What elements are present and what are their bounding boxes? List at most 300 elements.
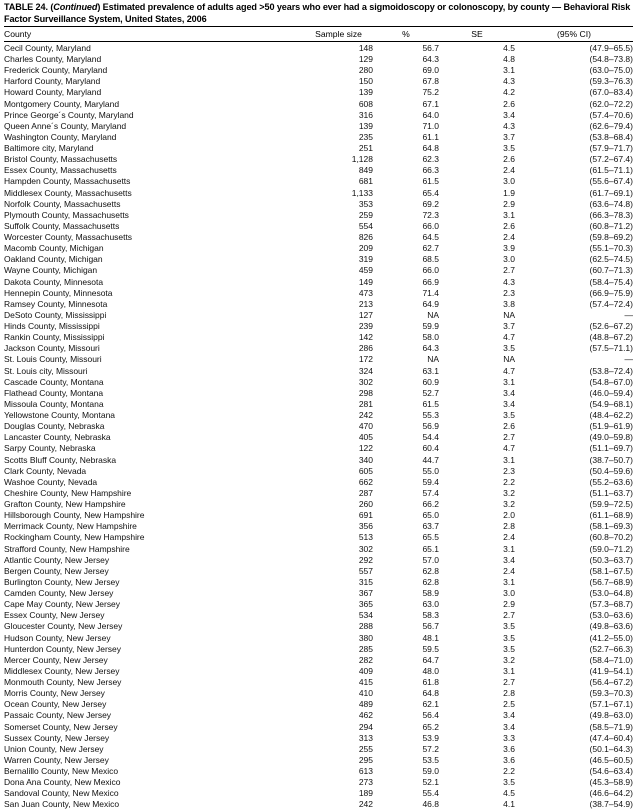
table-row — [4, 354, 633, 365]
cell-ci: (54.8–67.0) — [589, 376, 633, 387]
cell-county: Douglas County, Nebraska — [4, 421, 105, 432]
cell-county: Oakland County, Michigan — [4, 254, 103, 265]
cell-percent: 67.1 — [422, 98, 439, 109]
cell-percent: 61.1 — [422, 131, 439, 142]
cell-county: Lancaster County, Nebraska — [4, 432, 111, 443]
cell-sample-size: 280 — [358, 65, 373, 76]
cell-ci: (58.4–71.0) — [589, 654, 633, 665]
cell-se: 3.5 — [503, 143, 515, 153]
cell-ci: (61.1–68.9) — [589, 510, 633, 521]
table-row — [4, 232, 633, 243]
cell-percent: 62.8 — [422, 565, 439, 576]
cell-se: 3.0 — [503, 588, 515, 598]
cell-sample-size: 213 — [358, 298, 373, 309]
cell-percent: 55.4 — [422, 788, 439, 799]
cell-percent: 66.3 — [422, 165, 439, 176]
cell-se: 3.6 — [503, 743, 515, 754]
cell-ci: (49.0–59.8) — [589, 432, 633, 443]
table-row — [4, 733, 633, 744]
cell-sample-size: 324 — [358, 365, 373, 376]
cell-percent: 53.9 — [422, 732, 439, 743]
cell-sample-size: 189 — [358, 788, 373, 799]
column-header-percent: % — [402, 28, 410, 39]
cell-se: 2.6 — [503, 98, 515, 109]
cell-se: 2.4 — [503, 165, 515, 176]
cell-sample-size: 294 — [358, 721, 373, 732]
cell-county: Monmouth County, New Jersey — [4, 677, 122, 687]
cell-se: 2.6 — [503, 421, 515, 432]
cell-se: 2.4 — [503, 565, 515, 576]
cell-percent: 56.4 — [422, 710, 439, 721]
cell-ci: (58.1–69.3) — [589, 521, 633, 532]
cell-sample-size: 235 — [358, 131, 373, 142]
cell-sample-size: 356 — [358, 521, 373, 532]
cell-ci: (52.7–66.3) — [589, 643, 633, 654]
cell-sample-size: 242 — [358, 799, 373, 810]
cell-se: 4.2 — [503, 87, 515, 98]
cell-county: Hinds County, Mississippi — [4, 321, 100, 331]
column-header-county: County — [4, 28, 32, 39]
cell-county: Harford County, Maryland — [4, 76, 101, 87]
cell-percent: 69.0 — [422, 65, 439, 76]
cell-county: Rankin County, Mississippi — [4, 332, 105, 343]
table-row — [4, 466, 633, 477]
cell-se: 2.7 — [503, 265, 515, 276]
cell-percent: 63.7 — [422, 521, 439, 532]
cell-percent: 59.9 — [422, 321, 439, 331]
table-row — [4, 710, 633, 721]
cell-se: 2.7 — [503, 677, 515, 687]
table-row — [4, 165, 633, 176]
title-continued-italic: Continued — [53, 2, 98, 12]
cell-ci: (58.4–75.4) — [589, 276, 633, 287]
cell-sample-size: 172 — [358, 354, 373, 365]
cell-ci: (66.3–78.3) — [589, 209, 633, 220]
cell-ci: (57.3–68.7) — [589, 599, 633, 610]
cell-ci: (57.2–67.4) — [589, 154, 633, 165]
cell-ci: (54.8–73.8) — [589, 54, 633, 64]
cell-ci: (67.0–83.4) — [589, 87, 633, 98]
cell-sample-size: 605 — [358, 465, 373, 476]
cell-sample-size: 260 — [358, 499, 373, 509]
cell-county: Middlesex County, Massachusetts — [4, 187, 132, 198]
table-row — [4, 265, 633, 276]
cell-county: Scotts Bluff County, Nebraska — [4, 454, 117, 465]
cell-percent: 58.9 — [422, 588, 439, 598]
table-row — [4, 655, 633, 666]
cell-se: 3.4 — [503, 554, 515, 565]
cell-sample-size: 691 — [358, 510, 373, 521]
cell-county: Sussex County, New Jersey — [4, 732, 110, 743]
cell-percent: 62.1 — [422, 699, 439, 710]
cell-percent: 64.9 — [422, 298, 439, 309]
table-row — [4, 410, 633, 421]
cell-sample-size: 534 — [358, 610, 373, 621]
cell-sample-size: 662 — [358, 476, 373, 487]
cell-percent: 52.1 — [422, 777, 439, 788]
cell-ci: (50.1–64.3) — [589, 743, 633, 754]
table-row — [4, 310, 633, 321]
cell-ci: (56.7–68.9) — [589, 576, 633, 587]
cell-county: St. Louis County, Missouri — [4, 354, 102, 365]
cell-percent: 64.3 — [422, 343, 439, 354]
table-row — [4, 143, 633, 154]
cell-percent: 44.7 — [422, 454, 439, 465]
cell-county: Atlantic County, New Jersey — [4, 554, 110, 565]
cell-sample-size: 1,128 — [351, 154, 373, 165]
cell-sample-size: 239 — [358, 321, 373, 331]
cell-percent: 59.5 — [422, 643, 439, 654]
cell-percent: 65.5 — [422, 532, 439, 543]
cell-ci: (53.0–64.8) — [589, 588, 633, 598]
table-row — [4, 599, 633, 610]
cell-sample-size: 251 — [358, 143, 373, 153]
cell-se: 4.3 — [503, 76, 515, 87]
cell-county: Dona Ana County, New Mexico — [4, 777, 121, 788]
cell-se: 3.0 — [503, 254, 515, 265]
cell-sample-size: 367 — [358, 588, 373, 598]
cell-percent: 66.0 — [422, 265, 439, 276]
title-line2: Behavioral Risk Factor Surveillance System, United States, 2006 — [4, 2, 631, 24]
cell-county: Merrimack County, New Hampshire — [4, 521, 137, 532]
cell-sample-size: 148 — [304, 41, 373, 54]
table-row — [4, 566, 633, 577]
cell-sample-size: 142 — [358, 332, 373, 343]
cell-sample-size: 129 — [358, 54, 373, 64]
table-row — [4, 87, 633, 98]
cell-sample-size: 255 — [358, 743, 373, 754]
cell-county: Plymouth County, Massachusetts — [4, 209, 129, 220]
table-row — [4, 254, 633, 265]
cell-percent: 64.3 — [422, 54, 439, 64]
table-row — [4, 154, 633, 165]
table-row — [4, 221, 633, 232]
cell-se: 2.4 — [503, 232, 515, 242]
cell-county: Cecil County, Maryland — [4, 41, 304, 54]
cell-sample-size: 557 — [358, 565, 373, 576]
cell-se: 3.1 — [503, 543, 515, 554]
cell-se: NA — [503, 354, 515, 365]
cell-ci: (57.4–72.4) — [589, 298, 633, 309]
table-row — [4, 110, 633, 121]
cell-se: 3.5 — [503, 343, 515, 354]
cell-ci: (58.1–67.5) — [589, 565, 633, 576]
cell-sample-size: 139 — [358, 120, 373, 131]
cell-ci: (61.5–71.1) — [589, 165, 633, 176]
cell-se: 3.1 — [503, 376, 515, 387]
cell-percent: 68.5 — [422, 254, 439, 265]
cell-percent: 67.8 — [422, 76, 439, 87]
cell-sample-size: 405 — [358, 432, 373, 443]
cell-ci: (62.5–74.5) — [589, 254, 633, 265]
cell-sample-size: 139 — [358, 87, 373, 98]
cell-sample-size: 281 — [358, 398, 373, 409]
cell-county: Middlesex County, New Jersey — [4, 665, 120, 676]
cell-sample-size: 409 — [358, 665, 373, 676]
cell-percent: 65.1 — [422, 543, 439, 554]
column-header-sample-size: Sample size — [315, 28, 362, 39]
cell-county: Union County, New Jersey — [4, 743, 104, 754]
cell-percent: 53.5 — [422, 754, 439, 765]
page-title — [4, 2, 633, 25]
cell-county: Essex County, New Jersey — [4, 610, 105, 621]
cell-county: Grafton County, New Hampshire — [4, 499, 126, 509]
cell-percent: 66.0 — [422, 220, 439, 231]
table-row — [4, 321, 633, 332]
cell-ci: (52.6–67.2) — [589, 321, 633, 331]
cell-sample-size: 681 — [358, 176, 373, 187]
cell-se: 4.5 — [439, 41, 515, 54]
table-row — [4, 766, 633, 777]
cell-se: 2.7 — [503, 432, 515, 443]
cell-sample-size: 459 — [358, 265, 373, 276]
cell-percent: 64.0 — [422, 109, 439, 120]
cell-se: 2.6 — [503, 154, 515, 165]
cell-ci: (51.1–69.7) — [589, 443, 633, 454]
cell-county: Hudson County, New Jersey — [4, 632, 111, 643]
cell-se: 2.4 — [503, 532, 515, 543]
cell-se: 3.1 — [503, 576, 515, 587]
cell-sample-size: 513 — [358, 532, 373, 543]
cell-percent: 71.0 — [422, 120, 439, 131]
table-row — [4, 588, 633, 599]
cell-county: Flathead County, Montana — [4, 387, 104, 398]
cell-county: Baltimore city, Maryland — [4, 143, 94, 153]
cell-se: 2.8 — [503, 688, 515, 699]
cell-percent: 59.4 — [422, 476, 439, 487]
cell-percent: 62.7 — [422, 243, 439, 254]
table-row — [4, 510, 633, 521]
table-row — [4, 477, 633, 488]
cell-percent: 55.0 — [422, 465, 439, 476]
table-row — [4, 421, 633, 432]
cell-county: Queen Anne´s County, Maryland — [4, 120, 127, 131]
table-row — [4, 99, 633, 110]
cell-percent: 64.7 — [422, 654, 439, 665]
cell-se: 3.4 — [503, 109, 515, 120]
cell-percent: NA — [427, 309, 439, 320]
cell-ci: (47.9–65.5) — [515, 41, 633, 54]
cell-sample-size: 242 — [358, 410, 373, 420]
cell-percent: 63.0 — [422, 599, 439, 610]
table-row — [4, 399, 633, 410]
cell-ci: (55.1–70.3) — [589, 243, 633, 254]
column-header-se: SE — [471, 28, 483, 39]
cell-percent: 56.7 — [373, 41, 439, 54]
cell-county: Macomb County, Michigan — [4, 243, 104, 254]
cell-county: Prince George´s County, Maryland — [4, 109, 134, 120]
column-header-ci: (95% CI) — [557, 28, 591, 39]
cell-sample-size: 473 — [358, 287, 373, 298]
cell-county: Washington County, Maryland — [4, 131, 117, 142]
table-header — [4, 27, 633, 41]
cell-percent: 52.7 — [422, 387, 439, 398]
table-row — [4, 699, 633, 710]
cell-county: Yellowstone County, Montana — [4, 410, 115, 420]
table-row — [4, 343, 633, 354]
cell-county: Charles County, Maryland — [4, 54, 102, 64]
cell-se: 2.9 — [503, 599, 515, 610]
cell-county: Camden County, New Jersey — [4, 588, 114, 598]
cell-ci: (51.9–61.9) — [589, 421, 633, 432]
cell-se: 3.5 — [503, 410, 515, 420]
cell-ci: (47.4–60.4) — [589, 732, 633, 743]
cell-sample-size: 285 — [358, 643, 373, 654]
cell-percent: 48.1 — [422, 632, 439, 643]
cell-county: Cascade County, Montana — [4, 376, 104, 387]
cell-county: Ramsey County, Minnesota — [4, 298, 108, 309]
cell-ci: (59.3–70.3) — [589, 688, 633, 699]
table-row — [4, 610, 633, 621]
cell-se: 3.7 — [503, 321, 515, 331]
cell-se: 3.5 — [503, 777, 515, 788]
cell-sample-size: 315 — [358, 576, 373, 587]
table-row — [4, 488, 633, 499]
table-row — [4, 633, 633, 644]
cell-sample-size: 319 — [358, 254, 373, 265]
table-row — [4, 388, 633, 399]
cell-county: Worcester County, Massachusetts — [4, 232, 133, 242]
cell-sample-size: 127 — [358, 309, 373, 320]
cell-percent: 63.1 — [422, 365, 439, 376]
title-prefix: TABLE 24. ( — [4, 2, 54, 12]
cell-se: 3.2 — [503, 654, 515, 665]
table-row — [4, 188, 633, 199]
cell-percent: 69.2 — [422, 198, 439, 209]
cell-percent: 58.3 — [422, 610, 439, 621]
cell-county: Suffolk County, Massachusetts — [4, 220, 120, 231]
cell-sample-size: 415 — [358, 677, 373, 687]
table-row — [4, 788, 633, 799]
cell-county: Bristol County, Massachusetts — [4, 154, 118, 165]
cell-county: Dakota County, Minnesota — [4, 276, 104, 287]
cell-ci: (59.0–71.2) — [589, 543, 633, 554]
cell-county: Washoe County, Nevada — [4, 476, 98, 487]
cell-sample-size: 608 — [358, 98, 373, 109]
cell-sample-size: 302 — [358, 543, 373, 554]
cell-ci: (61.7–69.1) — [589, 187, 633, 198]
cell-ci: (60.7–71.3) — [589, 265, 633, 276]
cell-county: Gloucester County, New Jersey — [4, 621, 123, 632]
cell-ci: (50.3–63.7) — [589, 554, 633, 565]
cell-sample-size: 122 — [358, 443, 373, 454]
table-row — [4, 644, 633, 655]
cell-county: Bernalillo County, New Mexico — [4, 766, 119, 776]
cell-percent: 56.9 — [422, 421, 439, 432]
table-row — [4, 366, 633, 377]
cell-county: Rockingham County, New Hampshire — [4, 532, 145, 543]
table-row — [4, 621, 633, 632]
cell-percent: 61.5 — [422, 398, 439, 409]
cell-percent: 65.0 — [422, 510, 439, 521]
cell-se: 2.8 — [503, 521, 515, 532]
cell-sample-size: 302 — [358, 376, 373, 387]
cell-county: Sandoval County, New Mexico — [4, 788, 119, 799]
cell-ci: (57.5–71.1) — [589, 343, 633, 354]
cell-se: NA — [503, 309, 515, 320]
table-header-row — [4, 27, 633, 41]
cell-county: Bergen County, New Jersey — [4, 565, 109, 576]
cell-ci: (54.6–63.4) — [589, 766, 633, 776]
cell-county: San Juan County, New Mexico — [4, 799, 120, 810]
cell-percent: 48.0 — [422, 665, 439, 676]
table-row — [4, 666, 633, 677]
cell-se: 2.9 — [503, 198, 515, 209]
table-row — [4, 455, 633, 466]
cell-percent: 59.0 — [422, 766, 439, 776]
cell-se: 3.4 — [503, 387, 515, 398]
cell-percent: 57.2 — [422, 743, 439, 754]
cell-sample-size: 273 — [358, 777, 373, 788]
table-row — [4, 799, 633, 810]
cell-sample-size: 489 — [358, 699, 373, 710]
cell-se: 3.5 — [503, 643, 515, 654]
cell-ci: (59.9–72.5) — [589, 499, 633, 509]
cell-sample-size: 286 — [358, 343, 373, 354]
cell-percent: 64.8 — [422, 143, 439, 153]
cell-county: Cape May County, New Jersey — [4, 599, 120, 610]
cell-percent: 54.4 — [422, 432, 439, 443]
cell-sample-size: 365 — [358, 599, 373, 610]
cell-county: Clark County, Nevada — [4, 465, 87, 476]
cell-ci: (48.8–67.2) — [589, 332, 633, 343]
cell-se: 3.5 — [503, 632, 515, 643]
title-suffix: ) Estimated prevalence of adults aged >50 years who ever had a sigmoidoscopy or colonoscopy, by county — — [97, 2, 562, 12]
table-row — [4, 121, 633, 132]
cell-sample-size: 849 — [358, 165, 373, 176]
cell-sample-size: 826 — [358, 232, 373, 242]
cell-percent: 65.4 — [422, 187, 439, 198]
cell-ci: — — [624, 354, 633, 365]
cell-county: Somerset County, New Jersey — [4, 721, 118, 732]
cell-county: Burlington County, New Jersey — [4, 576, 120, 587]
table-row — [4, 377, 633, 388]
cell-percent: 66.2 — [422, 499, 439, 509]
table-row — [4, 54, 633, 65]
cell-percent: 62.3 — [422, 154, 439, 165]
table-row — [4, 199, 633, 210]
table-row — [4, 544, 633, 555]
cell-se: 3.2 — [503, 499, 515, 509]
cell-county: Hillsborough County, New Hampshire — [4, 510, 145, 521]
table-row — [4, 755, 633, 766]
cell-county: Passaic County, New Jersey — [4, 710, 112, 721]
cell-percent: 46.8 — [422, 799, 439, 810]
cell-percent: 61.5 — [422, 176, 439, 187]
cell-ci: (41.9–54.1) — [589, 665, 633, 676]
table-row — [4, 532, 633, 543]
cell-ci: (46.0–59.4) — [589, 387, 633, 398]
cell-sample-size: 149 — [358, 276, 373, 287]
cell-ci: (57.4–70.6) — [589, 109, 633, 120]
cell-county: Missoula County, Montana — [4, 398, 104, 409]
cell-ci: (60.8–71.2) — [589, 220, 633, 231]
cell-se: 3.7 — [503, 131, 515, 142]
table-row — [4, 299, 633, 310]
cell-se: 2.2 — [503, 766, 515, 776]
cell-sample-size: 353 — [358, 198, 373, 209]
cell-se: 3.1 — [503, 209, 515, 220]
cell-se: 2.3 — [503, 465, 515, 476]
table-row — [4, 243, 633, 254]
cell-ci: (51.1–63.7) — [589, 487, 633, 498]
cell-se: 4.8 — [503, 54, 515, 64]
cell-county: Ocean County, New Jersey — [4, 699, 107, 710]
cell-county: Wayne County, Michigan — [4, 265, 98, 276]
table-body — [4, 41, 633, 810]
cell-sample-size: 613 — [358, 766, 373, 776]
cell-se: 3.5 — [503, 621, 515, 632]
